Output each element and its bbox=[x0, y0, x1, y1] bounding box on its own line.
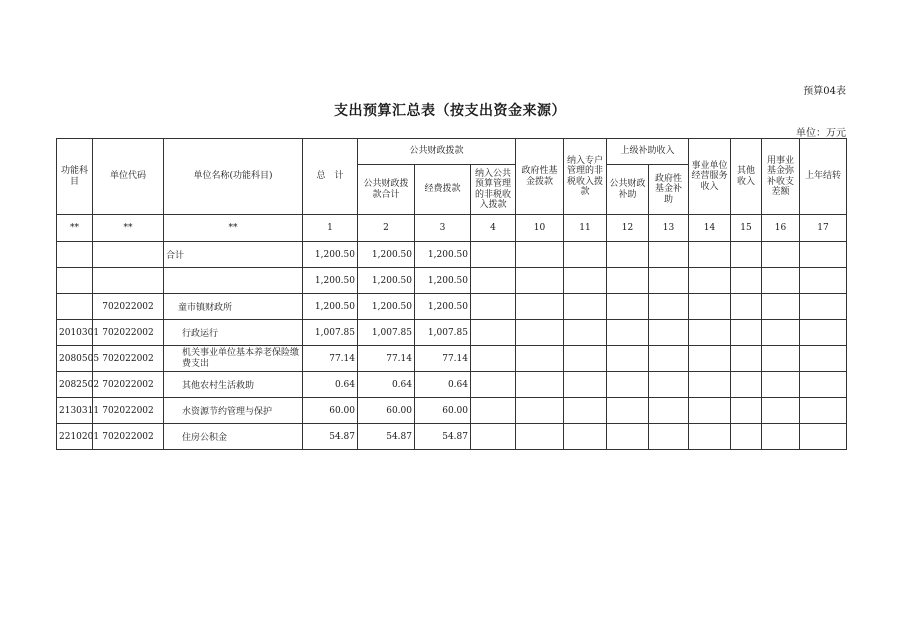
index-cell: 15 bbox=[731, 215, 762, 242]
total-cell: 1,200.50 bbox=[303, 268, 358, 294]
empty-cell bbox=[800, 372, 847, 398]
unit-label: 单位：万元 bbox=[796, 128, 846, 139]
empty-cell bbox=[800, 242, 847, 268]
index-cell: 17 bbox=[800, 215, 847, 242]
unit-name-cell: 童市镇财政所 bbox=[164, 294, 303, 320]
form-number: 预算04表 bbox=[803, 86, 846, 97]
empty-cell bbox=[516, 268, 564, 294]
empty-cell bbox=[607, 268, 649, 294]
header-public-subtotal: 公共财政拨款合计 bbox=[358, 165, 415, 215]
index-cell: 2 bbox=[358, 215, 415, 242]
table-row bbox=[57, 346, 847, 372]
index-cell: ** bbox=[57, 215, 93, 242]
empty-cell bbox=[731, 320, 762, 346]
public-subtotal-cell: 1,200.50 bbox=[358, 294, 415, 320]
empty-cell bbox=[762, 424, 800, 450]
empty-cell bbox=[607, 398, 649, 424]
empty-cell bbox=[689, 346, 731, 372]
empty-cell bbox=[800, 320, 847, 346]
unit-code-cell: 702022002 bbox=[93, 320, 164, 346]
empty-cell bbox=[564, 398, 607, 424]
empty-cell bbox=[516, 294, 564, 320]
header-fund-budget: 经费拨款 bbox=[415, 165, 471, 215]
total-cell: 77.14 bbox=[303, 346, 358, 372]
index-row bbox=[57, 215, 847, 242]
func-code-cell bbox=[57, 268, 93, 294]
empty-cell bbox=[471, 320, 516, 346]
public-subtotal-cell: 54.87 bbox=[358, 424, 415, 450]
total-cell: 0.64 bbox=[303, 372, 358, 398]
public-subtotal-cell: 1,200.50 bbox=[358, 268, 415, 294]
unit-code-cell bbox=[93, 242, 164, 268]
empty-cell bbox=[471, 242, 516, 268]
unit-name-cell: 其他农村生活救助 bbox=[164, 372, 303, 398]
header-gov-fund: 政府性基金拨款 bbox=[516, 139, 564, 215]
table-row bbox=[57, 320, 847, 346]
empty-cell bbox=[607, 320, 649, 346]
header-nontax-special: 纳入专户管理的非税收入拨款 bbox=[564, 139, 607, 215]
empty-cell bbox=[689, 320, 731, 346]
index-cell: 14 bbox=[689, 215, 731, 242]
empty-cell bbox=[800, 294, 847, 320]
empty-cell bbox=[516, 398, 564, 424]
empty-cell bbox=[649, 294, 689, 320]
index-cell: 16 bbox=[762, 215, 800, 242]
total-cell: 60.00 bbox=[303, 398, 358, 424]
total-cell: 1,200.50 bbox=[303, 294, 358, 320]
index-cell: 1 bbox=[303, 215, 358, 242]
budget-table bbox=[56, 138, 847, 450]
index-cell: 4 bbox=[471, 215, 516, 242]
empty-cell bbox=[649, 242, 689, 268]
empty-cell bbox=[689, 242, 731, 268]
public-subtotal-cell: 0.64 bbox=[358, 372, 415, 398]
unit-name-cell: 住房公积金 bbox=[164, 424, 303, 450]
index-cell: 12 bbox=[607, 215, 649, 242]
empty-cell bbox=[689, 294, 731, 320]
empty-cell bbox=[649, 424, 689, 450]
empty-cell bbox=[731, 424, 762, 450]
table-row bbox=[57, 294, 847, 320]
public-subtotal-cell: 77.14 bbox=[358, 346, 415, 372]
empty-cell bbox=[731, 398, 762, 424]
header-nontax-public: 纳入公共预算管理的非税收入拨款 bbox=[471, 165, 516, 215]
total-cell: 1,200.50 bbox=[303, 242, 358, 268]
empty-cell bbox=[689, 372, 731, 398]
empty-cell bbox=[649, 268, 689, 294]
unit-code-cell: 702022002 bbox=[93, 398, 164, 424]
func-code-cell: 2130311 bbox=[57, 398, 93, 424]
header-biz-fund: 用事业基金弥补收支差额 bbox=[762, 139, 800, 215]
empty-cell bbox=[564, 294, 607, 320]
header-other: 其他收入 bbox=[731, 139, 762, 215]
empty-cell bbox=[607, 372, 649, 398]
header-unit-code: 单位代码 bbox=[93, 139, 164, 215]
table-row bbox=[57, 268, 847, 294]
table-row bbox=[57, 372, 847, 398]
header-upper-public: 公共财政补助 bbox=[607, 165, 649, 215]
empty-cell bbox=[762, 268, 800, 294]
index-cell: 3 bbox=[415, 215, 471, 242]
header-upper-gov: 政府性基金补助 bbox=[649, 165, 689, 215]
unit-code-cell bbox=[93, 268, 164, 294]
unit-name-cell: 行政运行 bbox=[164, 320, 303, 346]
empty-cell bbox=[800, 398, 847, 424]
empty-cell bbox=[649, 398, 689, 424]
empty-cell bbox=[564, 424, 607, 450]
empty-cell bbox=[762, 372, 800, 398]
func-code-cell: 2082502 bbox=[57, 372, 93, 398]
empty-cell bbox=[516, 242, 564, 268]
func-code-cell bbox=[57, 294, 93, 320]
fund-budget-cell: 60.00 bbox=[415, 398, 471, 424]
empty-cell bbox=[762, 294, 800, 320]
public-subtotal-cell: 1,007.85 bbox=[358, 320, 415, 346]
public-subtotal-cell: 1,200.50 bbox=[358, 242, 415, 268]
func-code-cell: 2010301 bbox=[57, 320, 93, 346]
header-total: 总 计 bbox=[303, 139, 358, 215]
unit-name-cell bbox=[164, 268, 303, 294]
empty-cell bbox=[471, 268, 516, 294]
header-carryover: 上年结转 bbox=[800, 139, 847, 215]
header-func-code: 功能科目 bbox=[57, 139, 93, 215]
empty-cell bbox=[800, 346, 847, 372]
index-cell: ** bbox=[93, 215, 164, 242]
empty-cell bbox=[731, 268, 762, 294]
empty-cell bbox=[649, 320, 689, 346]
empty-cell bbox=[564, 242, 607, 268]
empty-cell bbox=[762, 346, 800, 372]
unit-code-cell: 702022002 bbox=[93, 372, 164, 398]
index-cell: 11 bbox=[564, 215, 607, 242]
empty-cell bbox=[731, 242, 762, 268]
header-public-group: 公共财政拨款 bbox=[358, 139, 516, 165]
fund-budget-cell: 1,200.50 bbox=[415, 268, 471, 294]
public-subtotal-cell: 60.00 bbox=[358, 398, 415, 424]
func-code-cell bbox=[57, 242, 93, 268]
total-cell: 54.87 bbox=[303, 424, 358, 450]
fund-budget-cell: 1,007.85 bbox=[415, 320, 471, 346]
empty-cell bbox=[607, 424, 649, 450]
empty-cell bbox=[731, 346, 762, 372]
empty-cell bbox=[516, 320, 564, 346]
empty-cell bbox=[689, 268, 731, 294]
empty-cell bbox=[689, 424, 731, 450]
empty-cell bbox=[471, 398, 516, 424]
empty-cell bbox=[800, 268, 847, 294]
fund-budget-cell: 0.64 bbox=[415, 372, 471, 398]
empty-cell bbox=[471, 346, 516, 372]
empty-cell bbox=[471, 424, 516, 450]
document-title: 支出预算汇总表（按支出资金来源） bbox=[334, 103, 566, 119]
unit-name-cell: 水资源节约管理与保护 bbox=[164, 398, 303, 424]
empty-cell bbox=[564, 372, 607, 398]
unit-code-cell: 702022002 bbox=[93, 346, 164, 372]
empty-cell bbox=[731, 294, 762, 320]
fund-budget-cell: 1,200.50 bbox=[415, 242, 471, 268]
unit-code-cell: 702022002 bbox=[93, 424, 164, 450]
total-cell: 1,007.85 bbox=[303, 320, 358, 346]
empty-cell bbox=[607, 242, 649, 268]
empty-cell bbox=[607, 294, 649, 320]
empty-cell bbox=[731, 372, 762, 398]
table-row bbox=[57, 424, 847, 450]
header-row-1 bbox=[57, 139, 847, 165]
empty-cell bbox=[471, 372, 516, 398]
empty-cell bbox=[649, 346, 689, 372]
table-row bbox=[57, 398, 847, 424]
empty-cell bbox=[800, 424, 847, 450]
empty-cell bbox=[762, 242, 800, 268]
index-cell: 10 bbox=[516, 215, 564, 242]
header-upper-group: 上级补助收入 bbox=[607, 139, 689, 165]
fund-budget-cell: 54.87 bbox=[415, 424, 471, 450]
empty-cell bbox=[516, 346, 564, 372]
index-cell: 13 bbox=[649, 215, 689, 242]
unit-name-cell: 机关事业单位基本养老保险缴费支出 bbox=[164, 346, 303, 372]
empty-cell bbox=[516, 372, 564, 398]
empty-cell bbox=[564, 268, 607, 294]
fund-budget-cell: 1,200.50 bbox=[415, 294, 471, 320]
func-code-cell: 2210201 bbox=[57, 424, 93, 450]
func-code-cell: 2080505 bbox=[57, 346, 93, 372]
index-cell: ** bbox=[164, 215, 303, 242]
unit-code-cell: 702022002 bbox=[93, 294, 164, 320]
empty-cell bbox=[607, 346, 649, 372]
header-unit-name: 单位名称(功能科目) bbox=[164, 139, 303, 215]
empty-cell bbox=[564, 346, 607, 372]
empty-cell bbox=[649, 372, 689, 398]
empty-cell bbox=[471, 294, 516, 320]
unit-name-cell: 合计 bbox=[164, 242, 303, 268]
header-biz-service: 事业单位经营服务收入 bbox=[689, 139, 731, 215]
empty-cell bbox=[762, 398, 800, 424]
empty-cell bbox=[516, 424, 564, 450]
empty-cell bbox=[564, 320, 607, 346]
empty-cell bbox=[762, 320, 800, 346]
table-row bbox=[57, 242, 847, 268]
fund-budget-cell: 77.14 bbox=[415, 346, 471, 372]
empty-cell bbox=[689, 398, 731, 424]
